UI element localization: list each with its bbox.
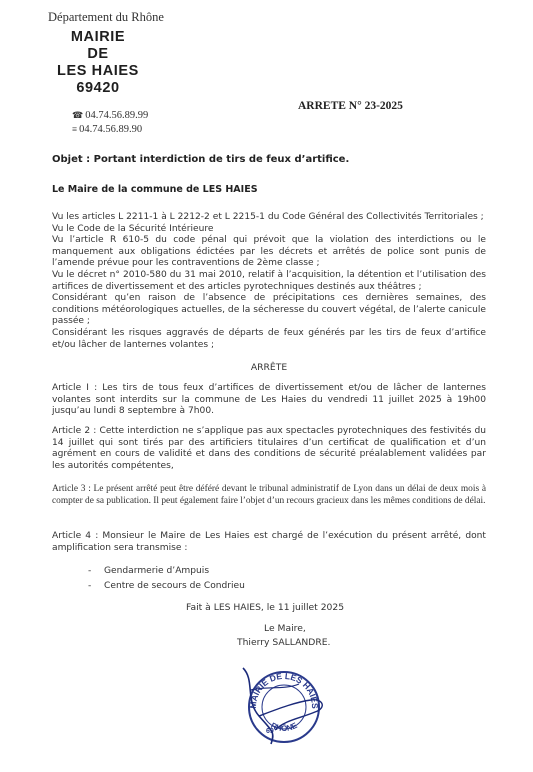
article-2: Article 2 : Cette interdiction ne s’applique pas aux spectacles pyrotechniques des festivités du 14 juillet qui sont tirés par des artificiers titulaires d’un certificat de qualification et d’un agrément en cours de validité et dans des conditions de sécurité préalablement validées par les autorités compétentes, xyxy=(52,426,486,471)
visa-item: Vu le décret n° 2010-580 du 31 mai 2010, relatif à l’acquisition, la détention et l’utilisation des artifices de divertissement et des articles pyrotechniques destinés aux théâtres ; xyxy=(52,269,486,292)
visa-item: Considérant les risques aggravés de départs de feux générés par les tirs de feux d’artifice et/ou lâcher de lanternes volantes ; xyxy=(52,327,486,350)
fax-line xyxy=(72,124,142,135)
recipient-list xyxy=(88,564,245,593)
visa-item: Vu les articles L 2211-1 à L 2212-2 et L 2215-1 du Code Général des Collectivités Territoriales ; xyxy=(52,212,484,222)
objet-line: Objet : Portant interdiction de tirs de feux d’artifice. xyxy=(52,154,350,165)
mairie-line-2: DE xyxy=(87,46,109,62)
list-item: - Centre de secours de Condrieu xyxy=(88,579,245,594)
signature-name: Thierry SALLANDRE. xyxy=(237,637,331,648)
signature-scribble xyxy=(215,660,345,750)
phone-number: 04.74.56.89.99 xyxy=(85,110,149,121)
department-name: Département du Rhône xyxy=(48,10,164,24)
maire-heading: Le Maire de la commune de LES HAIES xyxy=(52,184,258,195)
phone-line xyxy=(72,110,148,121)
arrete-number: ARRETE N° 23-2025 xyxy=(298,100,403,112)
arrete-title: ARRÊTE xyxy=(250,362,288,373)
visa-item: Considérant qu’en raison de l’absence de précipitations ces dernières semaines, des conditions météorologiques actuelles, de la sécheresse du couvert végétal, de l’alerte canicule passée ; xyxy=(52,293,486,327)
visa-item: Vu l’article R 610-5 du code pénal qui prévoit que la violation des interdictions ou le manquement aux obligations édictées par les décrets et arrêtés de police sont punis de l’amende prévue pour les contraventions de 2ème classe ; xyxy=(52,235,486,269)
list-marker: - xyxy=(88,566,92,576)
seal-bottom-text: RHÔNE xyxy=(269,720,299,734)
fax-icon: ≡ xyxy=(72,124,78,134)
fait-line: Fait à LES HAIES, le 11 juillet 2025 xyxy=(186,602,345,613)
seal-number: 69 xyxy=(266,728,274,735)
list-marker: - xyxy=(88,580,92,591)
visa-item: Vu le Code de la Sécurité Intérieure xyxy=(52,223,214,234)
visas-block xyxy=(52,212,486,351)
phone-icon: ☎ xyxy=(72,110,84,120)
seal-top-text: MAIRIE DE LES HAIES xyxy=(247,670,321,709)
article-1: Article I : Les tirs de tous feux d’artifices de divertissement et/ou de lâcher de lanternes volantes sont interdits sur la commune de Les Haies du vendredi 11 juillet 2025 à 19h00 jusqu’au lundi 8 septembre à 7h00. xyxy=(52,383,486,417)
signature-title: Le Maire, xyxy=(264,623,306,634)
list-item: - Gendarmerie d’Ampuis xyxy=(88,564,245,579)
fax-number: 04.74.56.89.90 xyxy=(79,124,143,135)
mairie-line-4: 69420 xyxy=(76,80,120,96)
mairie-line-3: LES HAIES xyxy=(57,63,139,79)
mairie-line-1: MAIRIE xyxy=(70,29,126,45)
article-4: Article 4 : Monsieur le Maire de Les Haies est chargé de l’exécution du présent arrêté, dont amplification sera transmise : xyxy=(52,531,486,553)
article-3: Article 3 : Le présent arrêté peut être déféré devant le tribunal administratif de Lyon dans un délai de deux mois à compter de sa publication. Il peut également faire l’objet d’un recours gracieux dans les mêmes conditions de délai. xyxy=(52,484,486,506)
